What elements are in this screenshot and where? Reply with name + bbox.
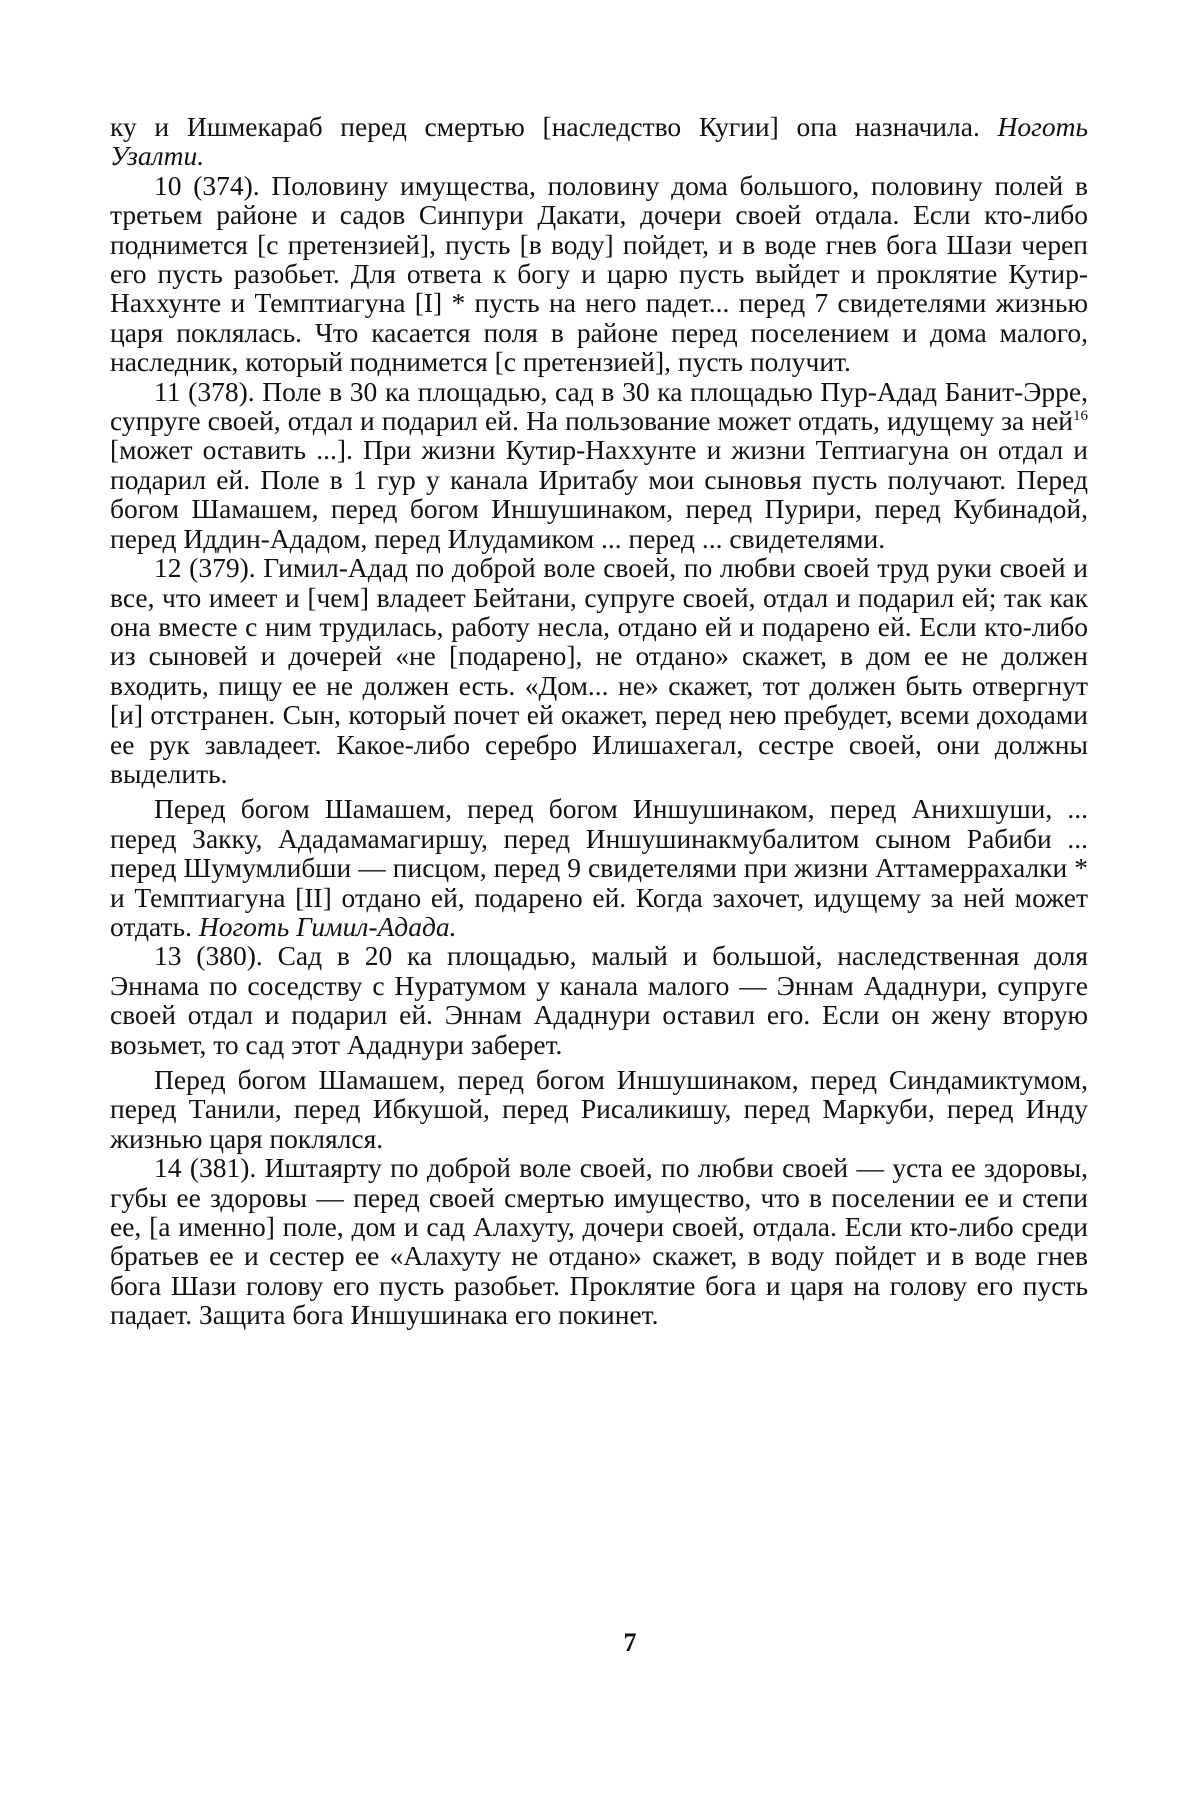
paragraph-6 bbox=[110, 1065, 1088, 1153]
paragraph-4-signature: Ноготь Гимил-Адада. bbox=[198, 910, 457, 942]
paragraph-3-text: 12 (379). Гимил-Адад по доброй воле своей, по любви своей труд руки своей и все, что имеет и [чем] владеет Бейтани, супруге своей, отдал и подарил ей; так как она вместе с ним трудилась, работу несла, отдано ей и подарено ей. Если кто-либо из сыновей и дочерей «не [подарено], не отдано» скажет, в дом ее не должен входить, пищу ее не должен есть. «Дом... не» скажет, тот должен быть отвергнут [и] отстранен. Сын, который почет ей окажет, перед нею пребудет, всеми доходами ее рук завладеет. Какое-либо серебро Илишахегал, сестре своей, они должны выделить. bbox=[110, 552, 1088, 789]
paragraph-2 bbox=[110, 377, 1088, 553]
paragraph-4 bbox=[110, 794, 1088, 941]
footnote-marker: 16 bbox=[1073, 407, 1088, 424]
page-body bbox=[110, 112, 1088, 1330]
paragraph-5 bbox=[110, 941, 1088, 1059]
paragraph-3 bbox=[110, 553, 1088, 788]
paragraph-1 bbox=[110, 171, 1088, 377]
page-number: 7 bbox=[623, 1628, 637, 1657]
paragraph-1-text: 10 (374). Половину имущества, половину дома большого, половину полей в третьем районе и садов Синпури Дакати, дочери своей отдала. Если кто-либо поднимется [с претензией], пусть [в воду] пойдет, и в воде гнев бога Шази череп его пусть разобьет. Для ответа к богу и царю пусть выйдет и проклятие Кутир-Наххунте и Темптиагуна [I] * пусть на него падет... перед 7 свидетелями жизнью царя поклялась. Что касается поля в районе перед поселением и дома малого, наследник, который поднимется [с претензией], пусть получит. bbox=[110, 169, 1088, 378]
paragraph-0-text: ку и Ишмекараб перед смертью [наследство Кугии] опа назначила. bbox=[110, 111, 998, 142]
paragraph-7 bbox=[110, 1153, 1088, 1329]
paragraph-4-text: Перед богом Шамашем, перед богом Иншушинаком, перед Анихшуши, ... перед Закку, Ададамамагиршу, перед Иншушинакмубалитом сыном Рабиби ... перед Шумумлибши — писцом, перед 9 свидетелями при жизни Аттамеррахалки * и Темптиагуна [II] отдано ей, подарено ей. Когда захочет, идущему за ней может отдать. bbox=[110, 793, 1088, 942]
paragraph-2-text-after: [может оставить ...]. При жизни Кутир-Наххунте и жизни Тептиагуна он отдал и подарил ей. Поле в 1 гур у канала Иритабу мои сыновья пусть получают. Перед богом Шамашем, перед богом Иншушинаком, перед Пурири, перед Кубинадой, перед Иддин-Ададом, перед Илудамиком ... перед ... свидетелями. bbox=[110, 434, 1088, 554]
paragraph-0 bbox=[110, 112, 1088, 171]
paragraph-5-text: 13 (380). Сад в 20 ка площадью, малый и большой, наследственная доля Эннама по соседству с Нуратумом у канала малого — Эннам Ададнури, супруге своей отдал и подарил ей. Эннам Ададнури оставил его. Если он жену вторую возьмет, то сад этот Ададнури заберет. bbox=[110, 940, 1088, 1060]
paragraph-2-text-before: 11 (378). Поле в 30 ка площадью, сад в 30 ка площадью Пур-Адад Банит-Эрре, супруге своей, отдал и подарил ей. На пользование может отдать, идущему за ней bbox=[110, 375, 1088, 437]
paragraph-0-signature: Ноготь Узалти. bbox=[110, 111, 1088, 172]
paragraph-7-text: 14 (381). Иштаярту по доброй воле своей, по любви своей — уста ее здоровы, губы ее здоровы — перед своей смертью имущество, что в поселении ее и степи ее, [а именно] поле, дом и сад Алахуту, дочери своей, отдала. Если кто-либо среди братьев ее и сестер ее «Алахуту не отдано» скажет, в воду пойдет и в воде гнев бога Шази голову его пусть разобьет. Проклятие бога и царя на голову его пусть падает. Защита бога Иншушинака его покинет. bbox=[110, 1152, 1088, 1331]
paragraph-6-text: Перед богом Шамашем, перед богом Иншушинаком, перед Синдамиктумом, перед Танили, перед Ибкушой, перед Рисаликишу, перед Маркуби, перед Инду жизнью царя поклялся. bbox=[110, 1064, 1088, 1154]
